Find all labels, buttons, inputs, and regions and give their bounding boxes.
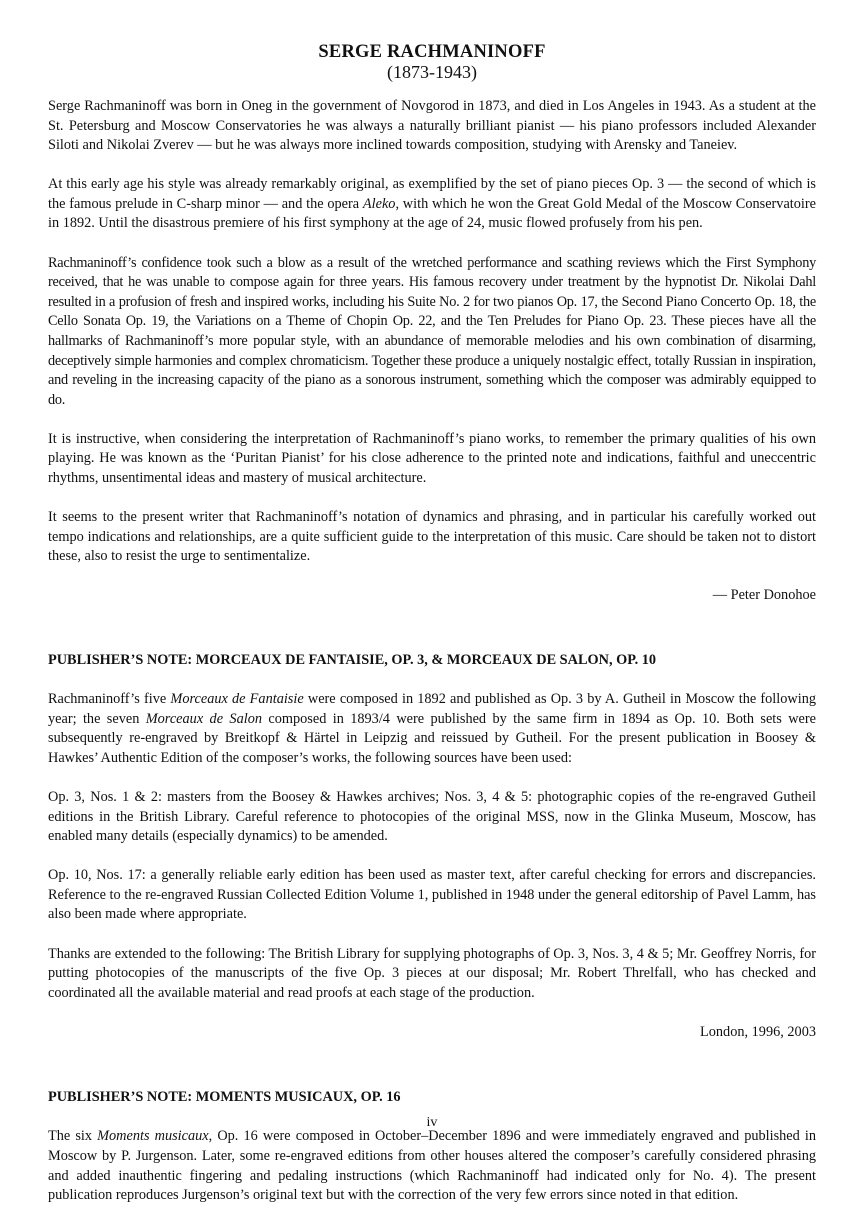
page-number: iv: [426, 1115, 438, 1130]
morceaux-fantaisie-title: Morceaux de Fantaisie: [170, 691, 304, 708]
section-spacer: [48, 1042, 816, 1088]
bio-paragraph-3: Rachmaninoff’s confidence took such a blow as a result of the wretched performance and scathing reviews which the First Symphony received, that he was unable to compose again for three years. His famous recovery under treatment by the hypnotist Dr. Nikolai Dahl resulted in a profusion of fresh and inspired works, including his Suite No. 2 for two pianos Op. 17, the Second Piano Concerto Op. 18, the Cello Sonata Op. 19, the Variations on a Theme of Chopin Op. 22, and the Ten Preludes for Piano Op. 23. These pieces have all the hallmarks of Rachmaninoff’s more popular style, with an abundance of memorable melodies and his own combination of disarming, deceptively simple harmonies and complex chromaticism. Together these produce a uniquely nostalgic effect, totally Russian in inspiration, and reveling in the increasing capacity of the piano as a sonorous instrument, something which the composer was admirably equipped to do.: [48, 254, 816, 408]
note1-paragraph-3: Op. 10, Nos. 17: a generally reliable early edition has been used as master text, after careful checking for errors and discrepancies. Reference to the re-engraved Russian Collected Edition Volume 1, published in 1948 under the general editorship of Pavel Lamm, has also been made where appropriate.: [48, 867, 816, 923]
page-title: SERGE RACHMANINOFF: [318, 42, 546, 62]
bio-paragraph-1: Serge Rachmaninoff was born in Oneg in the government of Novgorod in 1873, and died in Los Angeles in 1943. As a student at the St. Petersburg and Moscow Conservatories he was always a naturally brilliant pianist — his piano professors included Alexander Siloti and Nikolai Zverev — but he was always more inclined towards composition, studying with Arensky and Taneiev.: [48, 98, 816, 154]
note1-p1-part-c: composed in 1893/4 were published by the same firm in 1894 as Op. 10. Both sets were subsequently re-engraved by Breitkopf & Härtel in Leipzig and reissued by Gutheil. For the present publication in Boosey & Hawkes’ Authentic Edition of the composer’s works, the following sources have been used:: [48, 710, 816, 766]
section-spacer: [48, 606, 816, 651]
note1-p1-part-a: Rachmaninoff’s five: [48, 691, 171, 708]
note1-paragraph-1: [48, 690, 816, 768]
bio-paragraph-5: It seems to the present writer that Rachmaninoff’s notation of dynamics and phrasing, and in particular his carefully worked out tempo indications and relationships, are a quite sufficient guide to the interpretation of this music. Care should be taken not to distort these, also to resist the urge to sentimentalize.: [48, 509, 816, 565]
bio-signature: — Peter Donohoe: [712, 587, 816, 604]
aleko-title: Aleko: [362, 195, 396, 212]
note1-paragraph-4: Thanks are extended to the following: The British Library for supplying photographs of Op. 3, Nos. 3, 4 & 5; Mr. Geoffrey Norris, for putting photocopies of the manuscripts of the five Op. 3 pieces at our disposal; Mr. Robert Threlfall, who has checked and coordinated all the available material and read proofs at each stage of the production.: [48, 945, 816, 1001]
note1-paragraph-2: Op. 3, Nos. 1 & 2: masters from the Boosey & Hawkes archives; Nos. 3, 4 & 5: photographic copies of the re-engraved Gutheil editions in the British Library. Careful reference to photocopies of the original MSS, now in the Glinka Museum, Moscow, has enabled many details (especially dynamics) to be amended.: [48, 788, 816, 845]
bio-paragraph-4: It is instructive, when considering the interpretation of Rachmaninoff’s piano works, to remember the primary qualities of his own playing. He was known as the ‘Puritan Pianist’ for his close adherence to the printed note and indications, faithful and uneccentric rhythms, unsentimental ideas and mastery of musical architecture.: [48, 430, 816, 486]
note2-heading: PUBLISHER’S NOTE: MOMENTS MUSICAUX, OP. 16: [48, 1089, 401, 1106]
note1-p1-part-b: were composed in 1892 and published as Op. 3 by A. Gutheil in Moscow the following year; the seven: [48, 691, 816, 727]
bio-paragraph-2: [48, 175, 816, 234]
note1-signature: London, 1996, 2003: [700, 1023, 816, 1040]
document-page: [48, 42, 816, 1225]
bio-paragraph-2-part-b: , with which he won the Great Gold Medal of the Moscow Conservatoire in 1892. Until the disastrous premiere of his first symphony at the age of 24, music flowed profusely from his pen.: [48, 195, 816, 232]
note1-heading: PUBLISHER’S NOTE: MORCEAUX DE FANTAISIE, OP. 3, & MORCEAUX DE SALON, OP. 10: [48, 651, 657, 668]
bio-paragraph-2-part-a: At this early age his style was already remarkably original, as exemplified by the set of piano pieces Op. 3 — the second of which is the famous prelude in C-sharp minor — and the opera: [48, 176, 816, 212]
composer-dates: (1873-1943): [387, 62, 477, 82]
note2-p1-part-b: , Op. 16 were composed in October–December 1896 and were immediately engraved and published in Moscow by P. Jurgenson. Later, some re-engraved editions from other houses altered the composer’s carefully considered phrasing and added inauthentic fingering and pedaling instructions (which Rachmaninoff had indicated only for No. 4). The present publication reproduces Jurgenson’s original text but with the correction of the very few errors since noted in that edition.: [48, 1128, 817, 1204]
note2-p1-part-a: The six: [48, 1128, 98, 1145]
note2-paragraph-1: [48, 1127, 816, 1205]
moments-musicaux-title: Moments musicaux: [97, 1128, 209, 1145]
morceaux-salon-title: Morceaux de Salon: [145, 710, 262, 727]
